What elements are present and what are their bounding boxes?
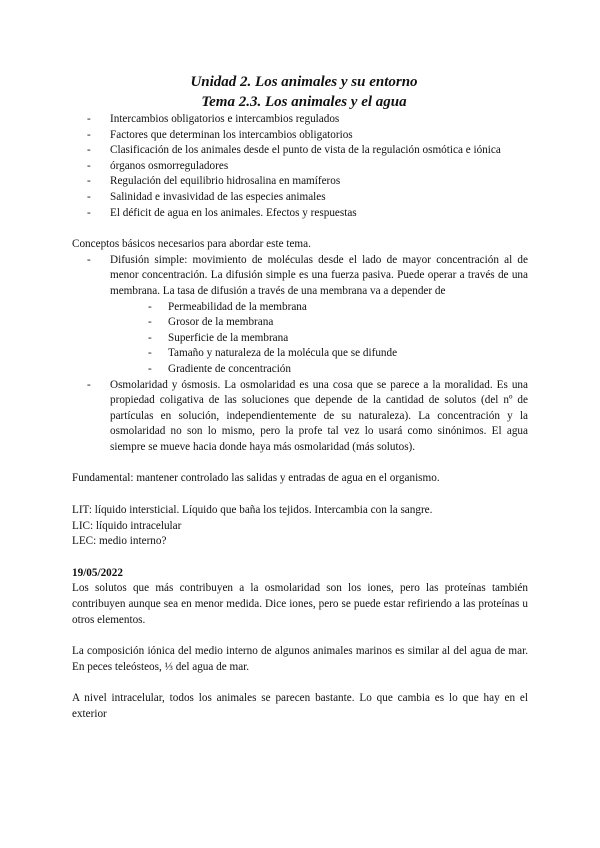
factor-item: - Tamaño y naturaleza de la molécula que se difunde [168, 346, 528, 362]
diffusion-factors [110, 300, 528, 378]
factor-item: - Gradiente de concentración [168, 362, 528, 378]
concepts-list [72, 253, 528, 456]
diffusion-text: Difusión simple: movimiento de moléculas desde el lado de mayor concentración al de menor concentración. La difusión simple es una fuerza pasiva. Puede operar a través de una membrana. La tasa de difusión a través de una membrana va a depender de [110, 253, 528, 297]
outline-item: - Salinidad e invasividad de las especies animales [110, 190, 528, 206]
lit-definition: LIT: líquido intersticial. Líquido que baña los tejidos. Intercambia con la sangre. [72, 504, 433, 517]
topic-title: Tema 2.3. Los animales y el agua [201, 94, 407, 110]
entry-paragraph-2: La composición iónica del medio interno de algunos animales marinos es similar al del agua de mar. En peces teleósteos, ⅓ del agua de mar. [72, 645, 528, 673]
concepts-intro: Conceptos básicos necesarios para abordar este tema. [72, 238, 311, 251]
entry-paragraph-1: Los solutos que más contribuyen a la osmolaridad son los iones, pero las proteínas también contribuyen aunque sea en menor medida. Dice iones, pero se puede estar refiriendo a las proteínas u otros elementos. [72, 582, 528, 626]
topic-outline [72, 112, 528, 221]
lic-definition: LIC: líquido intracelular [72, 519, 182, 532]
outline-item: - Clasificación de los animales desde el punto de vista de la regulación osmótica e iónica [110, 143, 528, 159]
factor-item: - Superficie de la membrana [168, 331, 528, 347]
factor-item: - Permeabilidad de la membrana [168, 300, 528, 316]
unit-title: Unidad 2. Los animales y su entorno [190, 74, 418, 90]
entry-date: 19/05/2022 [72, 566, 123, 579]
outline-item: - El déficit de agua en los animales. Efectos y respuestas [110, 206, 528, 222]
fundamental-note: Fundamental: mantener controlado las salidas y entradas de agua en el organismo. [72, 472, 440, 485]
lec-definition: LEC: medio interno? [72, 535, 167, 548]
outline-item: - Factores que determinan los intercambios obligatorios [110, 128, 528, 144]
outline-item: - órganos osmorreguladores [110, 159, 528, 175]
entry-paragraph-3: A nivel intracelular, todos los animales se parecen bastante. Lo que cambia es lo que hay en el exterior [72, 692, 528, 720]
osmolarity-item: - Osmolaridad y ósmosis. La osmolaridad es una cosa que se parece a la moralidad. Es una propiedad coligativa de las soluciones que depende de la cantidad de solutos (del nº de partículas en solución, independientemente de su naturaleza). La concentración y la osmolaridad no son lo mismo, pero la profe tal vez lo usará como sinónimos. El agua siempre se mueve hacia donde haya más osmolaridad (más solutos). [110, 378, 528, 456]
factor-item: - Grosor de la membrana [168, 315, 528, 331]
outline-item: - Regulación del equilibrio hidrosalina en mamíferos [110, 174, 528, 190]
outline-item: - Intercambios obligatorios e intercambios regulados [110, 112, 528, 128]
diffusion-item [110, 253, 528, 378]
document-page [72, 72, 528, 723]
